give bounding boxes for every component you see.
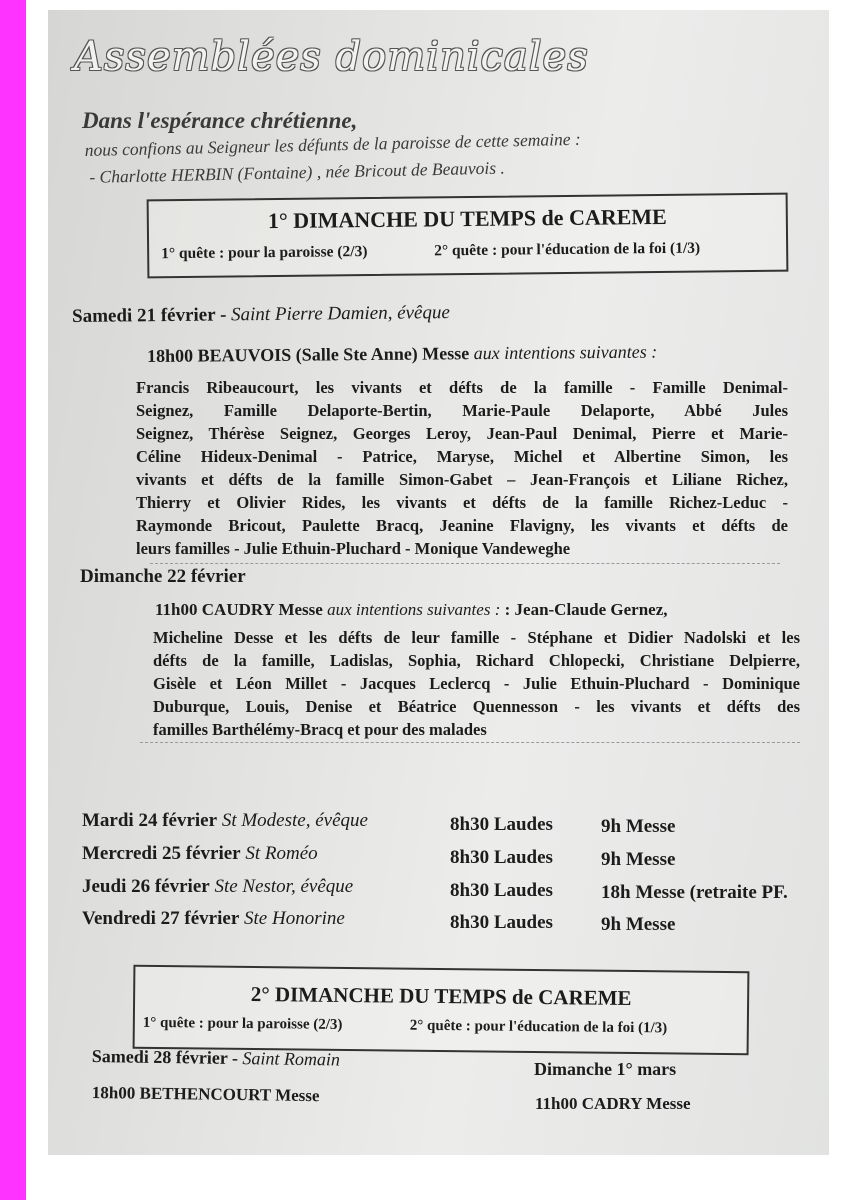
- intention-line: défts de la famille, Ladislas, Sophia, Richard Chlopecki, Christiane Delpierre,: [153, 651, 800, 670]
- weekday-saint: Ste Nestor, évêque: [214, 876, 354, 897]
- intention-line: Seignez, Thérèse Seignez, Georges Leroy, Jean-Paul Denimal, Pierre et Marie-: [136, 424, 788, 443]
- deceased-line: - Charlotte HERBIN (Fontaine) , née Bricout de Beauvois .: [89, 157, 505, 187]
- weekday-row: [82, 908, 345, 930]
- sunday-intentions: [153, 626, 800, 741]
- divider: [140, 742, 800, 743]
- intention-line: Micheline Desse et les défts de leur famille - Stéphane et Didier Nadolski et les: [153, 628, 800, 647]
- intention-line: Thierry et Olivier Rides, les vivants et défts de la famille Richez-Leduc -: [136, 493, 788, 512]
- intention-line: Gisèle et Léon Millet - Jacques Leclercq - Julie Ethuin-Pluchard - Dominique: [153, 674, 800, 693]
- weekday-date: Mercredi 25 février: [82, 843, 241, 864]
- page-title: Assemblées dominicales: [74, 34, 589, 80]
- saturday-heading: [72, 302, 450, 328]
- intention-line: Céline Hideux-Denimal - Patrice, Maryse, Michel et Albertine Simon, les: [136, 447, 788, 466]
- sunday-mass-place: 11h00 CAUDRY Messe: [155, 600, 323, 619]
- weekday-row: [82, 843, 318, 865]
- saturday-saint: Saint Pierre Damien, évêque: [230, 302, 450, 326]
- entrust-line: nous confions au Seigneur les défunts de la paroisse de cette semaine :: [84, 128, 581, 160]
- saturday-intentions: [136, 376, 788, 560]
- first-sunday-box: [147, 193, 789, 279]
- sunday-date: Dimanche 22 février: [80, 566, 246, 587]
- weekday-laudes: 8h30 Laudes: [450, 847, 553, 868]
- weekday-laudes: 8h30 Laudes: [450, 912, 553, 933]
- next-saturday-saint: Saint Romain: [242, 1048, 341, 1070]
- weekday-laudes: 8h30 Laudes: [450, 880, 553, 901]
- first-sunday-quete-2: 2° quête : pour l'éducation de la foi (1/3): [434, 239, 701, 260]
- weekday-saint: St Modeste, évêque: [221, 810, 368, 831]
- sunday-mass-line: [155, 600, 668, 620]
- second-sunday-box: [133, 965, 750, 1055]
- saturday-mass-line: [147, 342, 657, 367]
- weekday-mass: 18h Messe (retraite PF.: [601, 882, 788, 903]
- saturday-date: Samedi 21 février -: [72, 304, 227, 327]
- divider: [150, 563, 780, 564]
- intention-line: Seignez, Famille Delaporte-Bertin, Marie-Paule Delaporte, Abbé Jules: [136, 401, 788, 420]
- second-sunday-quete-1: 1° quête : pour la paroisse (2/3): [142, 1014, 343, 1033]
- side-color-bar: [0, 0, 26, 1200]
- weekday-mass: 9h Messe: [601, 849, 676, 870]
- intention-line: leurs familles - Julie Ethuin-Pluchard - Monique Vandeweghe: [136, 539, 571, 558]
- first-sunday-quete-1: 1° quête : pour la paroisse (2/3): [161, 243, 368, 263]
- intention-line: Raymonde Bricout, Paulette Bracq, Jeanine Flavigny, les vivants et défts de: [136, 516, 788, 535]
- intention-line: familles Barthélémy-Bracq et pour des malades: [153, 720, 487, 739]
- next-sunday-mass: 11h00 CADRY Messe: [535, 1094, 691, 1113]
- intention-line: Duburque, Louis, Denise et Béatrice Quennesson - les vivants et défts des: [153, 697, 800, 716]
- weekday-row: [82, 876, 353, 898]
- intention-line: Francis Ribeaucourt, les vivants et défts de la famille - Famille Denimal-: [136, 378, 788, 397]
- weekday-date: Vendredi 27 février: [82, 908, 240, 929]
- saturday-mass-place: 18h00 BEAUVOIS (Salle Ste Anne) Messe: [147, 343, 470, 366]
- saturday-intentions-label: aux intentions suivantes :: [473, 341, 658, 364]
- first-sunday-title: 1° DIMANCHE DU TEMPS de CAREME: [267, 203, 667, 234]
- weekday-mass: 9h Messe: [601, 816, 676, 837]
- sunday-intentions-label: aux intentions suivantes :: [327, 600, 501, 619]
- hope-heading: Dans l'espérance chrétienne,: [82, 108, 358, 133]
- weekday-row: [82, 810, 368, 832]
- weekday-date: Mardi 24 février: [82, 810, 218, 831]
- weekday-saint: Ste Honorine: [244, 908, 345, 929]
- weekday-saint: St Roméo: [245, 843, 318, 864]
- next-saturday-mass: 18h00 BETHENCOURT Messe: [91, 1083, 320, 1106]
- weekday-date: Jeudi 26 février: [82, 876, 210, 897]
- intention-line: vivants et défts de la famille Simon-Gabet – Jean-François et Liliane Richez,: [136, 470, 788, 489]
- weekday-laudes: 8h30 Laudes: [450, 814, 553, 835]
- second-sunday-quete-2: 2° quête : pour l'éducation de la foi (1/3): [409, 1017, 668, 1037]
- sunday-first-intention: : Jean-Claude Gernez,: [504, 600, 668, 619]
- next-sunday-date: Dimanche 1° mars: [534, 1059, 677, 1079]
- next-saturday-date: Samedi 28 février -: [91, 1046, 239, 1069]
- second-sunday-title: 2° DIMANCHE DU TEMPS de CAREME: [250, 982, 632, 1010]
- weekday-mass: 9h Messe: [601, 914, 676, 935]
- next-saturday-heading: [92, 1046, 340, 1070]
